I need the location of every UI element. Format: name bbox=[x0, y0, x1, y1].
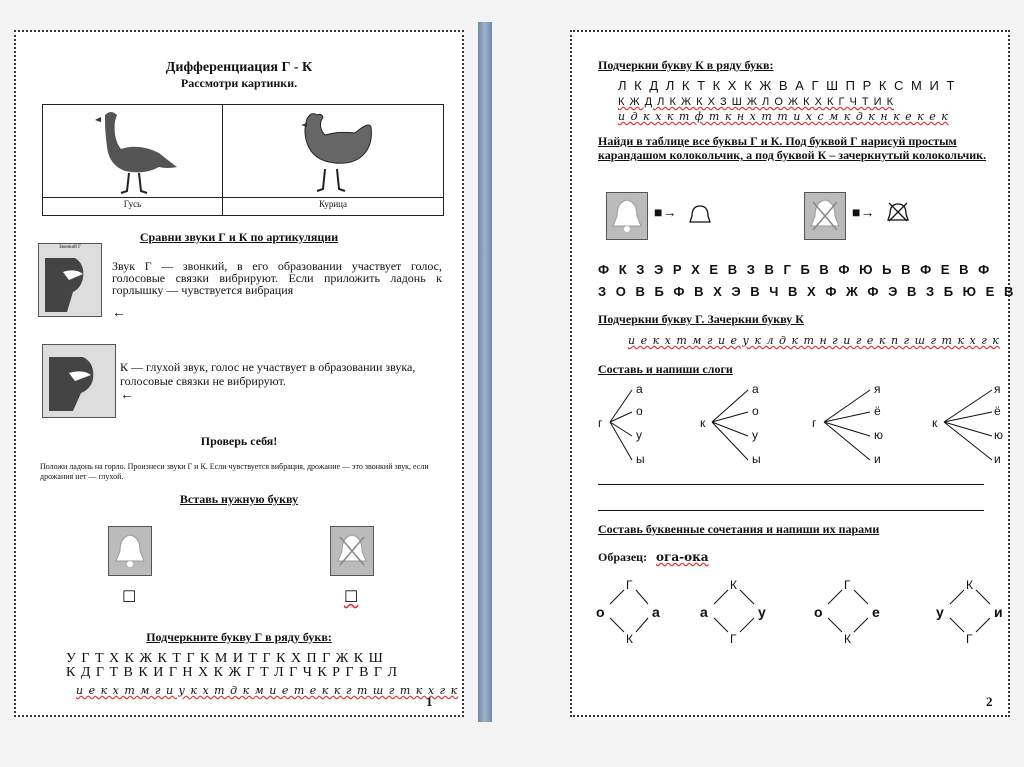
hen-icon bbox=[293, 109, 373, 195]
caption-goose: Гусь bbox=[123, 199, 142, 209]
fan-vowel: и bbox=[994, 452, 1001, 466]
check-text: Положи ладонь на горло. Произнеси звуки Г и К. Если чувствуется вибрация, дрожание — это звонкий звук, если дрожания нет — глухой. bbox=[40, 462, 429, 481]
diamond-bottom: К bbox=[626, 632, 633, 646]
page-subtitle: Рассмотри картинки. bbox=[180, 76, 298, 90]
diamond-top: К bbox=[966, 578, 973, 592]
arrow-left-icon: ← bbox=[112, 306, 126, 321]
fan-vowel: о bbox=[636, 404, 643, 418]
answer-line bbox=[598, 510, 984, 511]
heading-combinations: Составь буквенные сочетания и напиши их парами bbox=[598, 522, 880, 536]
bell-image-left bbox=[108, 526, 152, 576]
insert-heading: Вставь нужную букву bbox=[179, 492, 299, 506]
handwritten-row: и е к х т м г и у к х т д к м и е т е к к г т ш г т к х г к bbox=[76, 684, 459, 697]
fan-vowel: ё bbox=[874, 404, 881, 418]
bell-image bbox=[606, 192, 648, 240]
picture-table bbox=[42, 104, 444, 216]
goose-icon bbox=[93, 107, 183, 195]
fan-vowel: ю bbox=[994, 428, 1003, 442]
fan-vowel: ы bbox=[636, 452, 645, 466]
k-row-1: Л К Д Л К Т К Х К Ж В А Г Ш П Р К С М И Т bbox=[618, 78, 957, 93]
fan-consonant: г bbox=[812, 416, 817, 430]
fan-vowel: а bbox=[752, 382, 759, 396]
crossed-bell-icon bbox=[809, 198, 841, 234]
sample-value: ога-ока bbox=[656, 550, 709, 564]
bell-crossed-image-right bbox=[330, 526, 374, 576]
caption-hen: Курица bbox=[319, 199, 347, 209]
arrow-right-icon: ■→ bbox=[654, 206, 677, 221]
fan-vowel: ы bbox=[752, 452, 761, 466]
diamond-bottom: Г bbox=[966, 632, 973, 646]
diamond-left: а bbox=[700, 604, 708, 620]
page-separator bbox=[478, 22, 492, 722]
page-number-2: 2 bbox=[986, 694, 993, 709]
sound-k-text: К — глухой звук, голос не участвует в образовании звука, голосовые связки не вибрируют. bbox=[120, 360, 416, 388]
bell-icon bbox=[611, 198, 643, 234]
bell-outline-icon bbox=[688, 204, 712, 224]
handwritten-letters-row: и е к х т м г и е у к л д к т н г и г е к п г ш г т к х г к bbox=[628, 334, 1000, 347]
fan-vowel: у bbox=[752, 428, 758, 442]
fan-vowel: ю bbox=[874, 428, 883, 442]
underline-heading: Подчеркните букву Г в ряду букв: bbox=[146, 630, 332, 644]
compare-heading: Сравни звуки Г и К по артикуляции bbox=[139, 230, 339, 244]
fan-consonant: к bbox=[932, 416, 938, 430]
diamond-left: о bbox=[596, 604, 605, 620]
arrow-right-icon: ■→ bbox=[852, 206, 875, 221]
page-number-1: 1 bbox=[426, 694, 433, 709]
check-heading: Проверь себя! bbox=[200, 434, 278, 448]
fan-vowel: и bbox=[874, 452, 881, 466]
heading-syllables: Составь и напиши слоги bbox=[598, 362, 733, 376]
articulation-caption: Звонкий Г bbox=[59, 245, 81, 250]
k-row-3: и д к х к т ф т к н х т т и х с м к д к н к е к е к bbox=[618, 110, 949, 123]
diamond-right: у bbox=[758, 604, 766, 620]
letter-diamonds bbox=[588, 578, 1008, 648]
page-1 bbox=[14, 30, 464, 717]
page-2 bbox=[570, 30, 1017, 717]
diamond-left: у bbox=[936, 604, 944, 620]
diamond-bottom: К bbox=[844, 632, 851, 646]
fan-vowel: я bbox=[994, 382, 1001, 396]
articulation-g-image bbox=[38, 243, 102, 317]
fan-vowel: а bbox=[636, 382, 643, 396]
bell-icon bbox=[114, 533, 146, 569]
fan-lines bbox=[588, 380, 1008, 472]
diamond-top: Г bbox=[626, 578, 633, 592]
crossed-bell-icon bbox=[336, 533, 368, 569]
answer-checkbox-left[interactable]: ☐ bbox=[122, 589, 137, 606]
crossed-bell-outline-icon bbox=[886, 200, 910, 224]
diamond-bottom: Г bbox=[730, 632, 737, 646]
fan-consonant: г bbox=[598, 416, 603, 430]
letters-table-row-2: З О В Б Ф В Х Э В Ч В Х Ф Ж Ф Э В З Б Ю Е В bbox=[598, 284, 1017, 299]
letters-table-row-1: Ф К З Э Р Х Е В З В Г Б В Ф Ю Ь В Ф Е В Ф bbox=[598, 262, 993, 277]
letters-row-2: К Д Г Т В К И Г Н Х К Ж Г Т Л Г Ч К Р Г В Г Л bbox=[66, 665, 398, 680]
fan-vowel: ё bbox=[994, 404, 1001, 418]
head-profile-icon bbox=[43, 254, 97, 312]
head-profile-icon bbox=[47, 351, 111, 413]
sound-g-text: Звук Г — звонкий, в его образовании участвует голос, голосовые связки вибрируют. Если приложить ладонь к горлышку — чувствуется вибрация bbox=[112, 259, 442, 297]
fan-vowel: у bbox=[636, 428, 642, 442]
articulation-k-image bbox=[42, 344, 116, 418]
diamond-top: Г bbox=[844, 578, 851, 592]
heading-underline-g: Подчеркни букву Г. Зачеркни букву К bbox=[598, 312, 804, 326]
diamond-right: и bbox=[994, 604, 1003, 620]
answer-checkbox-right[interactable]: ☐ bbox=[344, 589, 359, 606]
heading-underline-k: Подчеркни букву К в ряду букв: bbox=[598, 58, 774, 72]
page-title: Дифференциация Г - К bbox=[165, 60, 313, 75]
fan-vowel: о bbox=[752, 404, 759, 418]
diamond-right: е bbox=[872, 604, 880, 620]
diamond-lines bbox=[588, 578, 1008, 648]
sample-label: Образец: bbox=[598, 550, 648, 564]
diamond-right: а bbox=[652, 604, 660, 620]
diamond-top: К bbox=[730, 578, 737, 592]
diamond-left: о bbox=[814, 604, 823, 620]
fan-vowel: я bbox=[874, 382, 881, 396]
answer-line bbox=[598, 484, 984, 485]
k-row-2: К Ж Д Л К Ж К Х З Ш Ж Л О Ж К Х К Г Ч Т И К bbox=[618, 96, 895, 108]
crossed-bell-image bbox=[804, 192, 846, 240]
letters-row-1: У Г Т Х К Ж К Т Г К М И Т Г К Х П Г Ж К Ш bbox=[66, 651, 384, 666]
fan-consonant: к bbox=[700, 416, 706, 430]
arrow-left-icon: ← bbox=[120, 388, 134, 403]
heading-find-letters: Найди в таблице все буквы Г и К. Под буквой Г нарисуй простым карандашом колокольчик, а под буквой К – зачеркнутый колокольчик. bbox=[598, 134, 987, 162]
syllable-fans bbox=[588, 380, 1008, 472]
